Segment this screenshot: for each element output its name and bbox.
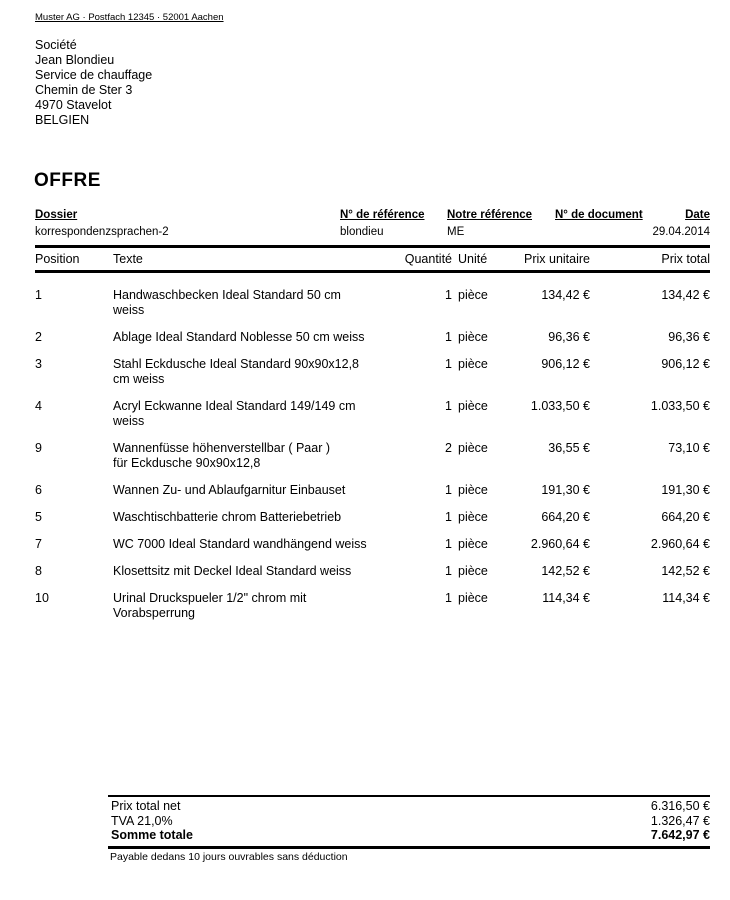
sender-address-line: Muster AG · Postfach 12345 · 52001 Aachen (35, 12, 224, 23)
row-total: 114,34 € (662, 591, 710, 605)
row-description-line: Vorabsperrung (113, 606, 196, 620)
table-row (35, 591, 710, 621)
dossier-value: korrespondenzsprachen-2 (35, 226, 169, 238)
dossier-label: Dossier (35, 209, 78, 221)
row-total: 96,36 € (668, 330, 710, 344)
grand-total-row (108, 828, 710, 843)
totals-section (108, 795, 710, 849)
table-row (35, 288, 710, 318)
row-description-line: Ablage Ideal Standard Noblesse 50 cm weiss (113, 330, 365, 344)
net-total-label: Prix total net (111, 799, 181, 813)
row-position: 2 (35, 330, 42, 344)
table-row (35, 357, 710, 387)
row-quantity: 1 (445, 564, 452, 578)
table-header-row (35, 245, 710, 273)
recipient-address-block (35, 38, 152, 128)
row-position: 8 (35, 564, 42, 578)
row-total: 2.960,64 € (650, 537, 710, 551)
row-quantity: 1 (445, 537, 452, 551)
row-unit-price: 142,52 € (541, 564, 590, 578)
table-row (35, 330, 710, 345)
table-row (35, 510, 710, 525)
row-description (113, 357, 393, 387)
row-unit-price: 96,36 € (548, 330, 590, 344)
header-total: Prix total (661, 252, 710, 266)
vat-label: TVA 21,0% (111, 813, 173, 828)
row-position: 5 (35, 510, 42, 524)
row-unit: pièce (458, 537, 488, 551)
row-description (113, 591, 393, 621)
row-unit: pièce (458, 564, 488, 578)
row-description (113, 510, 393, 525)
row-unit-price: 906,12 € (541, 357, 590, 371)
row-quantity: 1 (445, 399, 452, 413)
payment-terms-note: Payable dedans 10 jours ouvrables sans déduction (110, 851, 348, 863)
row-unit-price: 191,30 € (541, 483, 590, 497)
row-unit-price: 134,42 € (541, 288, 590, 302)
row-total: 134,42 € (661, 288, 710, 302)
recipient-name: Jean Blondieu (35, 53, 115, 67)
row-unit-price: 2.960,64 € (530, 537, 590, 551)
recipient-street: Chemin de Ster 3 (35, 83, 133, 97)
row-unit: pièce (458, 441, 488, 455)
document-number-label: N° de document (555, 209, 643, 221)
row-position: 4 (35, 399, 42, 413)
recipient-department: Service de chauffage (35, 68, 153, 82)
row-unit: pièce (458, 483, 488, 497)
row-position: 3 (35, 357, 42, 371)
row-unit: pièce (458, 510, 488, 524)
row-unit-price: 114,34 € (542, 591, 590, 605)
row-quantity: 1 (445, 330, 452, 344)
vat-row (108, 814, 710, 829)
net-total-value: 6.316,50 € (650, 799, 710, 813)
our-reference-value: ME (447, 226, 465, 238)
row-description-line: weiss (113, 303, 145, 317)
row-quantity: 1 (445, 510, 452, 524)
row-total: 191,30 € (661, 483, 710, 497)
row-description (113, 483, 393, 498)
row-description-line: weiss (113, 414, 145, 428)
meta-labels-row (35, 209, 710, 226)
our-reference-label: Notre référence (447, 209, 533, 221)
header-unit-price: Prix unitaire (524, 252, 590, 266)
row-position: 1 (35, 288, 42, 302)
row-unit: pièce (458, 399, 488, 413)
row-unit-price: 664,20 € (541, 510, 590, 524)
row-unit-price: 36,55 € (548, 441, 590, 455)
row-unit: pièce (458, 330, 488, 344)
row-description (113, 399, 393, 429)
row-description-line: Urinal Druckspueler 1/2" chrom mit (113, 591, 307, 605)
row-quantity: 2 (445, 441, 452, 455)
reference-label: N° de référence (340, 209, 425, 221)
grand-total-value: 7.642,97 € (650, 828, 710, 842)
row-description-line: Acryl Eckwanne Ideal Standard 149/149 cm (113, 399, 356, 413)
row-description-line: Wannenfüsse höhenverstellbar ( Paar ) (113, 441, 331, 455)
header-quantity: Quantité (404, 252, 452, 266)
row-total: 142,52 € (661, 564, 710, 578)
row-description-line: Klosettsitz mit Deckel Ideal Standard weiss (113, 564, 352, 578)
meta-values-row (35, 226, 710, 242)
recipient-city: 4970 Stavelot (35, 98, 112, 112)
header-position: Position (35, 252, 80, 266)
row-description (113, 537, 393, 552)
table-row (35, 537, 710, 552)
document-meta-section (35, 209, 710, 248)
row-unit: pièce (458, 357, 488, 371)
row-total: 73,10 € (668, 441, 710, 455)
row-description-line: Wannen Zu- und Ablaufgarnitur Einbauset (113, 483, 346, 497)
row-quantity: 1 (445, 357, 452, 371)
row-unit: pièce (458, 591, 488, 605)
header-unit: Unité (458, 252, 488, 266)
table-row (35, 483, 710, 498)
row-quantity: 1 (445, 483, 452, 497)
date-label: Date (685, 209, 710, 221)
row-unit-price: 1.033,50 € (530, 399, 590, 413)
row-position: 9 (35, 441, 42, 455)
header-text: Texte (113, 252, 143, 266)
row-description (113, 288, 393, 318)
row-description-line: Stahl Eckdusche Ideal Standard 90x90x12,8 (113, 357, 360, 371)
row-description (113, 441, 393, 471)
table-row (35, 399, 710, 429)
row-total: 1.033,50 € (650, 399, 710, 413)
date-value: 29.04.2014 (652, 226, 710, 238)
vat-value: 1.326,47 € (650, 813, 710, 828)
row-position: 7 (35, 537, 42, 551)
row-description-line: WC 7000 Ideal Standard wandhängend weiss (113, 537, 367, 551)
reference-value: blondieu (340, 226, 384, 238)
document-title: OFFRE (34, 170, 101, 191)
row-quantity: 1 (445, 288, 452, 302)
table-body (35, 288, 710, 633)
row-description (113, 564, 393, 579)
row-total: 906,12 € (661, 357, 710, 371)
row-position: 10 (35, 591, 49, 605)
row-quantity: 1 (445, 591, 452, 605)
row-position: 6 (35, 483, 42, 497)
row-description-line: Handwaschbecken Ideal Standard 50 cm (113, 288, 341, 302)
row-unit: pièce (458, 288, 488, 302)
grand-total-label: Somme totale (111, 828, 193, 842)
recipient-country: BELGIEN (35, 113, 90, 127)
row-total: 664,20 € (661, 510, 710, 524)
recipient-company: Société (35, 38, 77, 52)
table-row (35, 564, 710, 579)
row-description-line: für Eckdusche 90x90x12,8 (113, 456, 261, 470)
table-row (35, 441, 710, 471)
row-description (113, 330, 393, 345)
row-description-line: cm weiss (113, 372, 165, 386)
net-total-row (108, 799, 710, 814)
row-description-line: Waschtischbatterie chrom Batteriebetrieb (113, 510, 342, 524)
